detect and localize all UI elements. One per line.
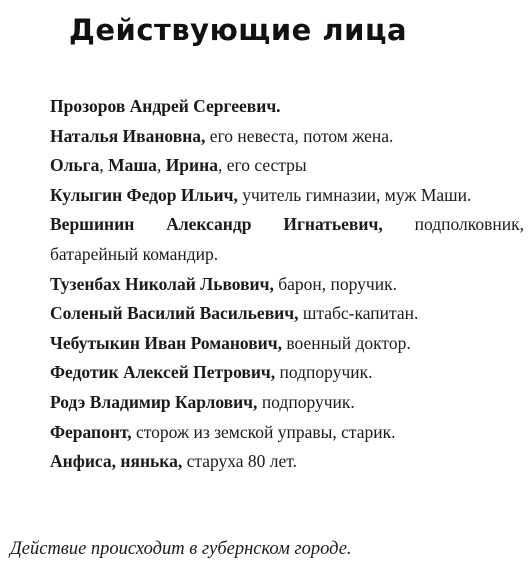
character-description: подпоручик.	[275, 362, 373, 383]
character-description: его невеста, потом жена.	[205, 125, 394, 146]
character-description: подпоручик.	[257, 391, 355, 412]
character-description: старуха 80 лет.	[182, 451, 298, 472]
list-item	[50, 151, 524, 181]
character-name: Ольга	[50, 155, 100, 176]
character-name: Родэ Владимир Карлович,	[50, 391, 258, 412]
list-item	[50, 358, 524, 388]
list-item	[50, 329, 524, 359]
list-item	[50, 388, 524, 418]
character-description: подполковник, батарейный командир.	[50, 214, 524, 264]
character-description: штабс-капитан.	[298, 303, 419, 324]
name-separator: ,	[156, 155, 166, 176]
character-description: , его сестры	[217, 155, 307, 176]
character-description: барон, поручик.	[273, 273, 397, 294]
list-item	[50, 418, 524, 448]
setting-note: Действие происходит в губернском городе.	[10, 539, 352, 559]
list-item	[50, 447, 524, 477]
list-item	[50, 122, 524, 152]
name-separator: ,	[99, 155, 109, 176]
character-name: Маша	[108, 155, 157, 176]
character-name: Наталья Ивановна,	[50, 125, 206, 146]
list-item	[50, 299, 524, 329]
list-item	[50, 92, 524, 122]
list-item	[50, 270, 524, 300]
list-item	[50, 181, 524, 211]
cast-list	[50, 92, 524, 477]
character-name: Федотик Алексей Петрович,	[50, 362, 276, 383]
character-name: Прозоров Андрей Сергеевич.	[50, 96, 281, 116]
character-name: Ферапонт,	[50, 421, 132, 442]
character-name: Тузенбах Николай Львович,	[50, 273, 274, 294]
character-name: Вершинин Александр Игнатьевич,	[50, 214, 383, 235]
character-description: военный доктор.	[282, 332, 411, 353]
character-description: учитель гимназии, муж Маши.	[237, 184, 472, 205]
page-title: Действующие лица	[69, 13, 408, 47]
character-name: Анфиса, нянька,	[50, 451, 183, 472]
character-name: Соленый Василий Васильевич,	[50, 303, 299, 324]
character-description: сторож из земской управы, старик.	[131, 421, 396, 442]
list-item	[50, 210, 524, 269]
character-name: Чебутыкин Иван Романович,	[50, 332, 282, 353]
character-name: Ирина	[165, 155, 218, 176]
character-name: Кулыгин Федор Ильич,	[50, 184, 238, 205]
